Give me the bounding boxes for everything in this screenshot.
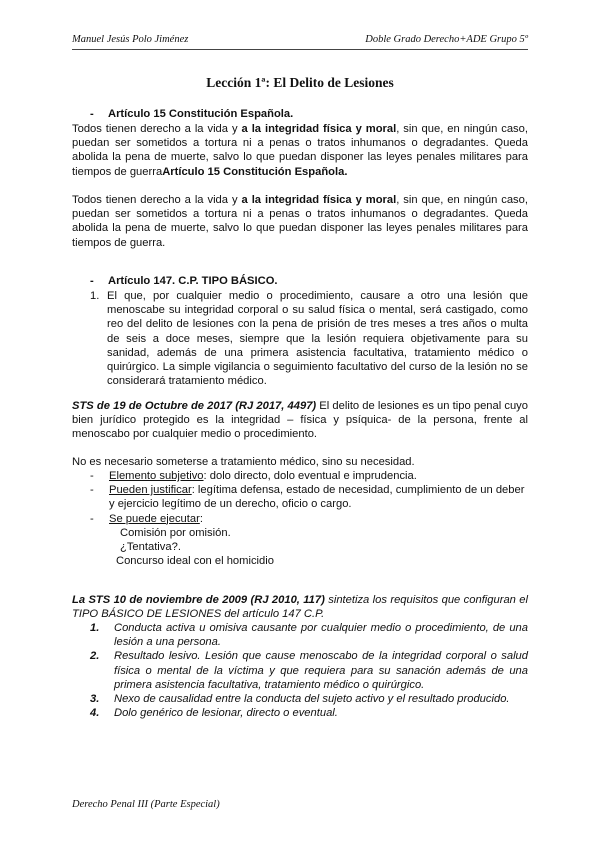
paragraph-art15-2 (72, 193, 528, 250)
para-text: El delito de lesiones es un tipo penal cuyo bien jurídico protegido es la integridad – física y psíquica- de la persona, frente al menoscabo por cualquier medio o procedimiento. (72, 400, 528, 441)
item-label: Pueden justificar (109, 484, 192, 497)
item-number: 4. (90, 707, 100, 720)
heading-text: Artículo 15 Constitución Española. (108, 108, 294, 120)
item-label: Elemento subjetivo (109, 470, 204, 482)
list-item (90, 289, 528, 388)
item-text: El que, por cualquier medio o procedimiento, causare a otro una lesión que menoscabe su integridad corporal o su salud física o mental, será castigado, como reo del delito de lesiones con la pena de prisión de tres meses a tres años o multa de seis a doce meses, siempre que la lesión requiera objetivamente para su sanidad, además de una primera asistencia facultativa, tratamiento médico o quirúrgico. La simple vigilancia o seguimiento facultativo del curso de la lesión no se considerará tratamiento médico. (107, 290, 528, 388)
para-text: sintetiza los requisitos que configuran el TIPO BÁSICO DE LESIONES del artículo 147 C.P. (72, 594, 528, 621)
list-dash: - (90, 470, 94, 482)
item-number: 1. (90, 622, 100, 634)
article-147-list (90, 289, 528, 388)
list-item (90, 483, 528, 511)
para-text: Todos tienen derecho a la vida y (72, 194, 242, 206)
section-heading-art147 (90, 275, 278, 287)
list-item (90, 621, 528, 649)
para-text: Todos tienen derecho a la vida y (72, 123, 242, 135)
para-text: , sin que, en ningún caso, puedan ser sometidos a tortura ni a penas o tratos inhumanos o degradantes. Queda abolida la pena de muerte, salvo lo que puedan disponer las leyes penales militares para tiempos de guerra. (72, 194, 528, 249)
notes-intro: No es necesario someterse a tratamiento médico, sino su necesidad. (72, 456, 415, 468)
list-item (90, 692, 528, 706)
citation: La STS 10 de noviembre de 2009 (RJ 2010, 117) (72, 594, 325, 606)
heading-text: Artículo 147. C.P. TIPO BÁSICO. (108, 275, 278, 287)
header-rule (72, 49, 528, 50)
sub-item: Concurso ideal con el homicidio (116, 555, 274, 568)
heading-dash: - (90, 275, 94, 287)
sub-item: Comisión por omisión. (120, 526, 231, 539)
item-text: : legítima defensa, estado de necesidad, cumplimiento de un deber y ejercicio legítimo de un derecho, oficio o cargo. (109, 484, 525, 511)
section-heading-art15 (90, 108, 293, 120)
paragraph-art15-1 (72, 122, 528, 179)
list-item (90, 512, 528, 526)
item-text: Resultado lesivo. Lesión que cause menoscabo de la integridad corporal o salud física o mental de la víctima y que requiera para su sanación además de una primera asistencia facultativa, tratamiento médico o quirúrgico. (114, 650, 528, 691)
list-item (90, 649, 528, 692)
item-label: Se puede ejecutar (109, 512, 200, 525)
sub-item: ¿Tentativa?. (120, 541, 181, 554)
header-course: Doble Grado Derecho+ADE Grupo 5º (365, 34, 528, 45)
requirements-list (90, 621, 528, 720)
item-text: Conducta activa u omisiva causante por cualquier medio o procedimiento, de una lesión a una persona. (114, 622, 528, 649)
list-item (90, 469, 528, 483)
para-text: , sin que, en ningún caso, puedan ser sometidos a tortura ni a penas o tratos inhumanos o degradantes. Queda abolida la pena de muerte, salvo lo que puedan disponer las leyes penales militares para tiempos de guerra (72, 123, 528, 178)
item-number: 1. (90, 290, 100, 302)
list-item (90, 706, 528, 720)
page-title: Lección 1ª: El Delito de Lesiones (206, 75, 394, 90)
para-emphasis: a la integridad física y moral (241, 123, 397, 135)
list-dash: - (90, 484, 94, 497)
heading-dash: - (90, 108, 94, 120)
item-number: 2. (90, 650, 100, 663)
para-emphasis: a la integridad física y moral (241, 194, 397, 206)
item-text: : (199, 512, 203, 525)
para-emphasis: Artículo 15 Constitución Española. (162, 165, 348, 178)
header-author: Manuel Jesús Polo Jiménez (72, 34, 189, 45)
list-dash: - (90, 512, 94, 525)
notes-list (90, 469, 528, 568)
item-text: Nexo de causalidad entre la conducta del sujeto activo y el resultado producido. (114, 693, 510, 706)
item-text: Dolo genérico de lesionar, directo o eventual. (114, 707, 338, 720)
paragraph-sts-2009 (72, 593, 528, 621)
citation: STS de 19 de Octubre de 2017 (RJ 2017, 4497) (72, 400, 317, 412)
page-footer: Derecho Penal III (Parte Especial) (72, 799, 220, 810)
item-text: : dolo directo, dolo eventual e imprudencia. (203, 470, 417, 482)
paragraph-sts-2017 (72, 399, 528, 442)
item-number: 3. (90, 693, 100, 706)
